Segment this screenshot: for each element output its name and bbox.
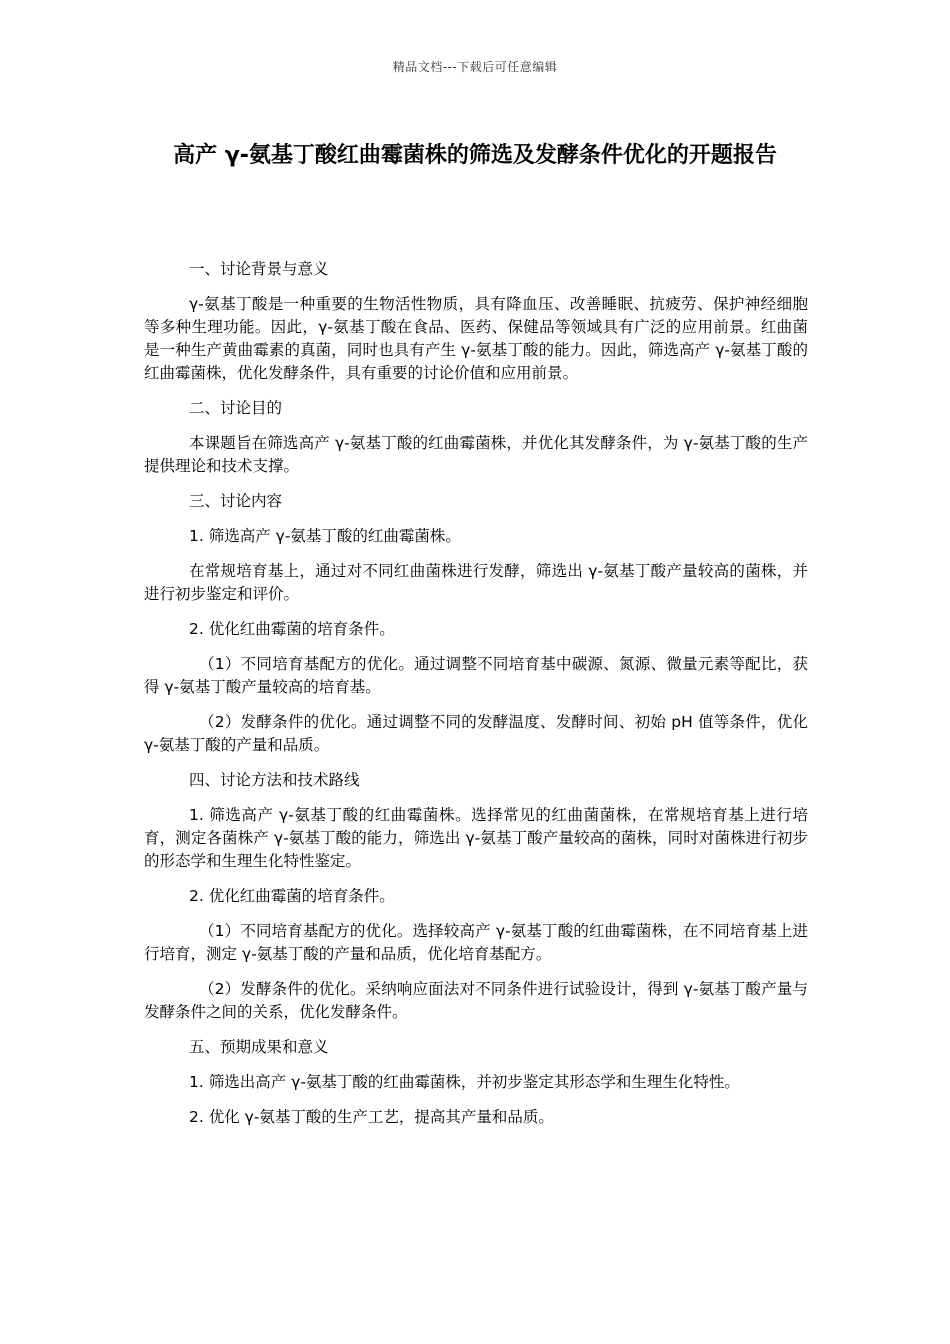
section-heading-background: 一、讨论背景与意义: [189, 260, 329, 278]
content-item-2-sub-2: （2）发酵条件的优化。通过调整不同的发酵温度、发酵时间、初始 pH 值等条件，优化 γ-氨基丁酸的产量和品质。: [144, 713, 808, 754]
header-note: 精品文档---下载后可任意编辑: [392, 60, 558, 74]
methods-item-2: 2. 优化红曲霉菌的培育条件。: [189, 887, 395, 905]
methods-item-1: 1. 筛选高产 γ-氨基丁酸的红曲霉菌株。选择常见的红曲菌菌株，在常规培育基上进行培育，测定各菌株产 γ-氨基丁酸的能力，筛选出 γ-氨基丁酸产量较高的菌株，同时对菌株进行初步的形态学和生理生化特性鉴定。: [144, 806, 808, 870]
document-body: [144, 258, 808, 1141]
section-heading-outcomes: 五、预期成果和意义: [189, 1038, 329, 1056]
outcomes-item-2: 2. 优化 γ-氨基丁酸的生产工艺，提高其产量和品质。: [189, 1108, 554, 1126]
content-item-1: 1. 筛选高产 γ-氨基丁酸的红曲霉菌株。: [189, 527, 461, 545]
content-item-1-detail: 在常规培育基上，通过对不同红曲菌株进行发酵，筛选出 γ-氨基丁酸产量较高的菌株，并进行初步鉴定和评价。: [144, 562, 808, 603]
outcomes-item-1: 1. 筛选出高产 γ-氨基丁酸的红曲霉菌株，并初步鉴定其形态学和生理生化特性。: [189, 1073, 740, 1091]
document-title: 高产 γ-氨基丁酸红曲霉菌株的筛选及发酵条件优化的开题报告: [173, 143, 777, 168]
methods-item-2-sub-2: （2）发酵条件的优化。采纳响应面法对不同条件进行试验设计，得到 γ-氨基丁酸产量与发酵条件之间的关系，优化发酵条件。: [144, 980, 808, 1021]
section-heading-content: 三、讨论内容: [189, 492, 283, 510]
section-heading-methods: 四、讨论方法和技术路线: [189, 771, 360, 789]
paragraph-purpose: 本课题旨在筛选高产 γ-氨基丁酸的红曲霉菌株，并优化其发酵条件，为 γ-氨基丁酸的生产提供理论和技术支撑。: [144, 434, 808, 475]
content-item-2-sub-1: （1）不同培育基配方的优化。通过调整不同培育基中碳源、氮源、微量元素等配比，获得 γ-氨基丁酸产量较高的培育基。: [144, 655, 808, 696]
methods-item-2-sub-1: （1）不同培育基配方的优化。选择较高产 γ-氨基丁酸的红曲霉菌株，在不同培育基上进行培育，测定 γ-氨基丁酸的产量和品质，优化培育基配方。: [144, 922, 808, 963]
content-item-2: 2. 优化红曲霉菌的培育条件。: [189, 620, 395, 638]
section-heading-purpose: 二、讨论目的: [189, 399, 283, 417]
paragraph-background: γ-氨基丁酸是一种重要的生物活性物质，具有降血压、改善睡眠、抗疲劳、保护神经细胞等多种生理功能。因此，γ-氨基丁酸在食品、医药、保健品等领域具有广泛的应用前景。红曲菌是一种生产黄曲霉素的真菌，同时也具有产生 γ-氨基丁酸的能力。因此，筛选高产 γ-氨基丁酸的红曲霉菌株，优化发酵条件，具有重要的讨论价值和应用前景。: [144, 295, 808, 382]
